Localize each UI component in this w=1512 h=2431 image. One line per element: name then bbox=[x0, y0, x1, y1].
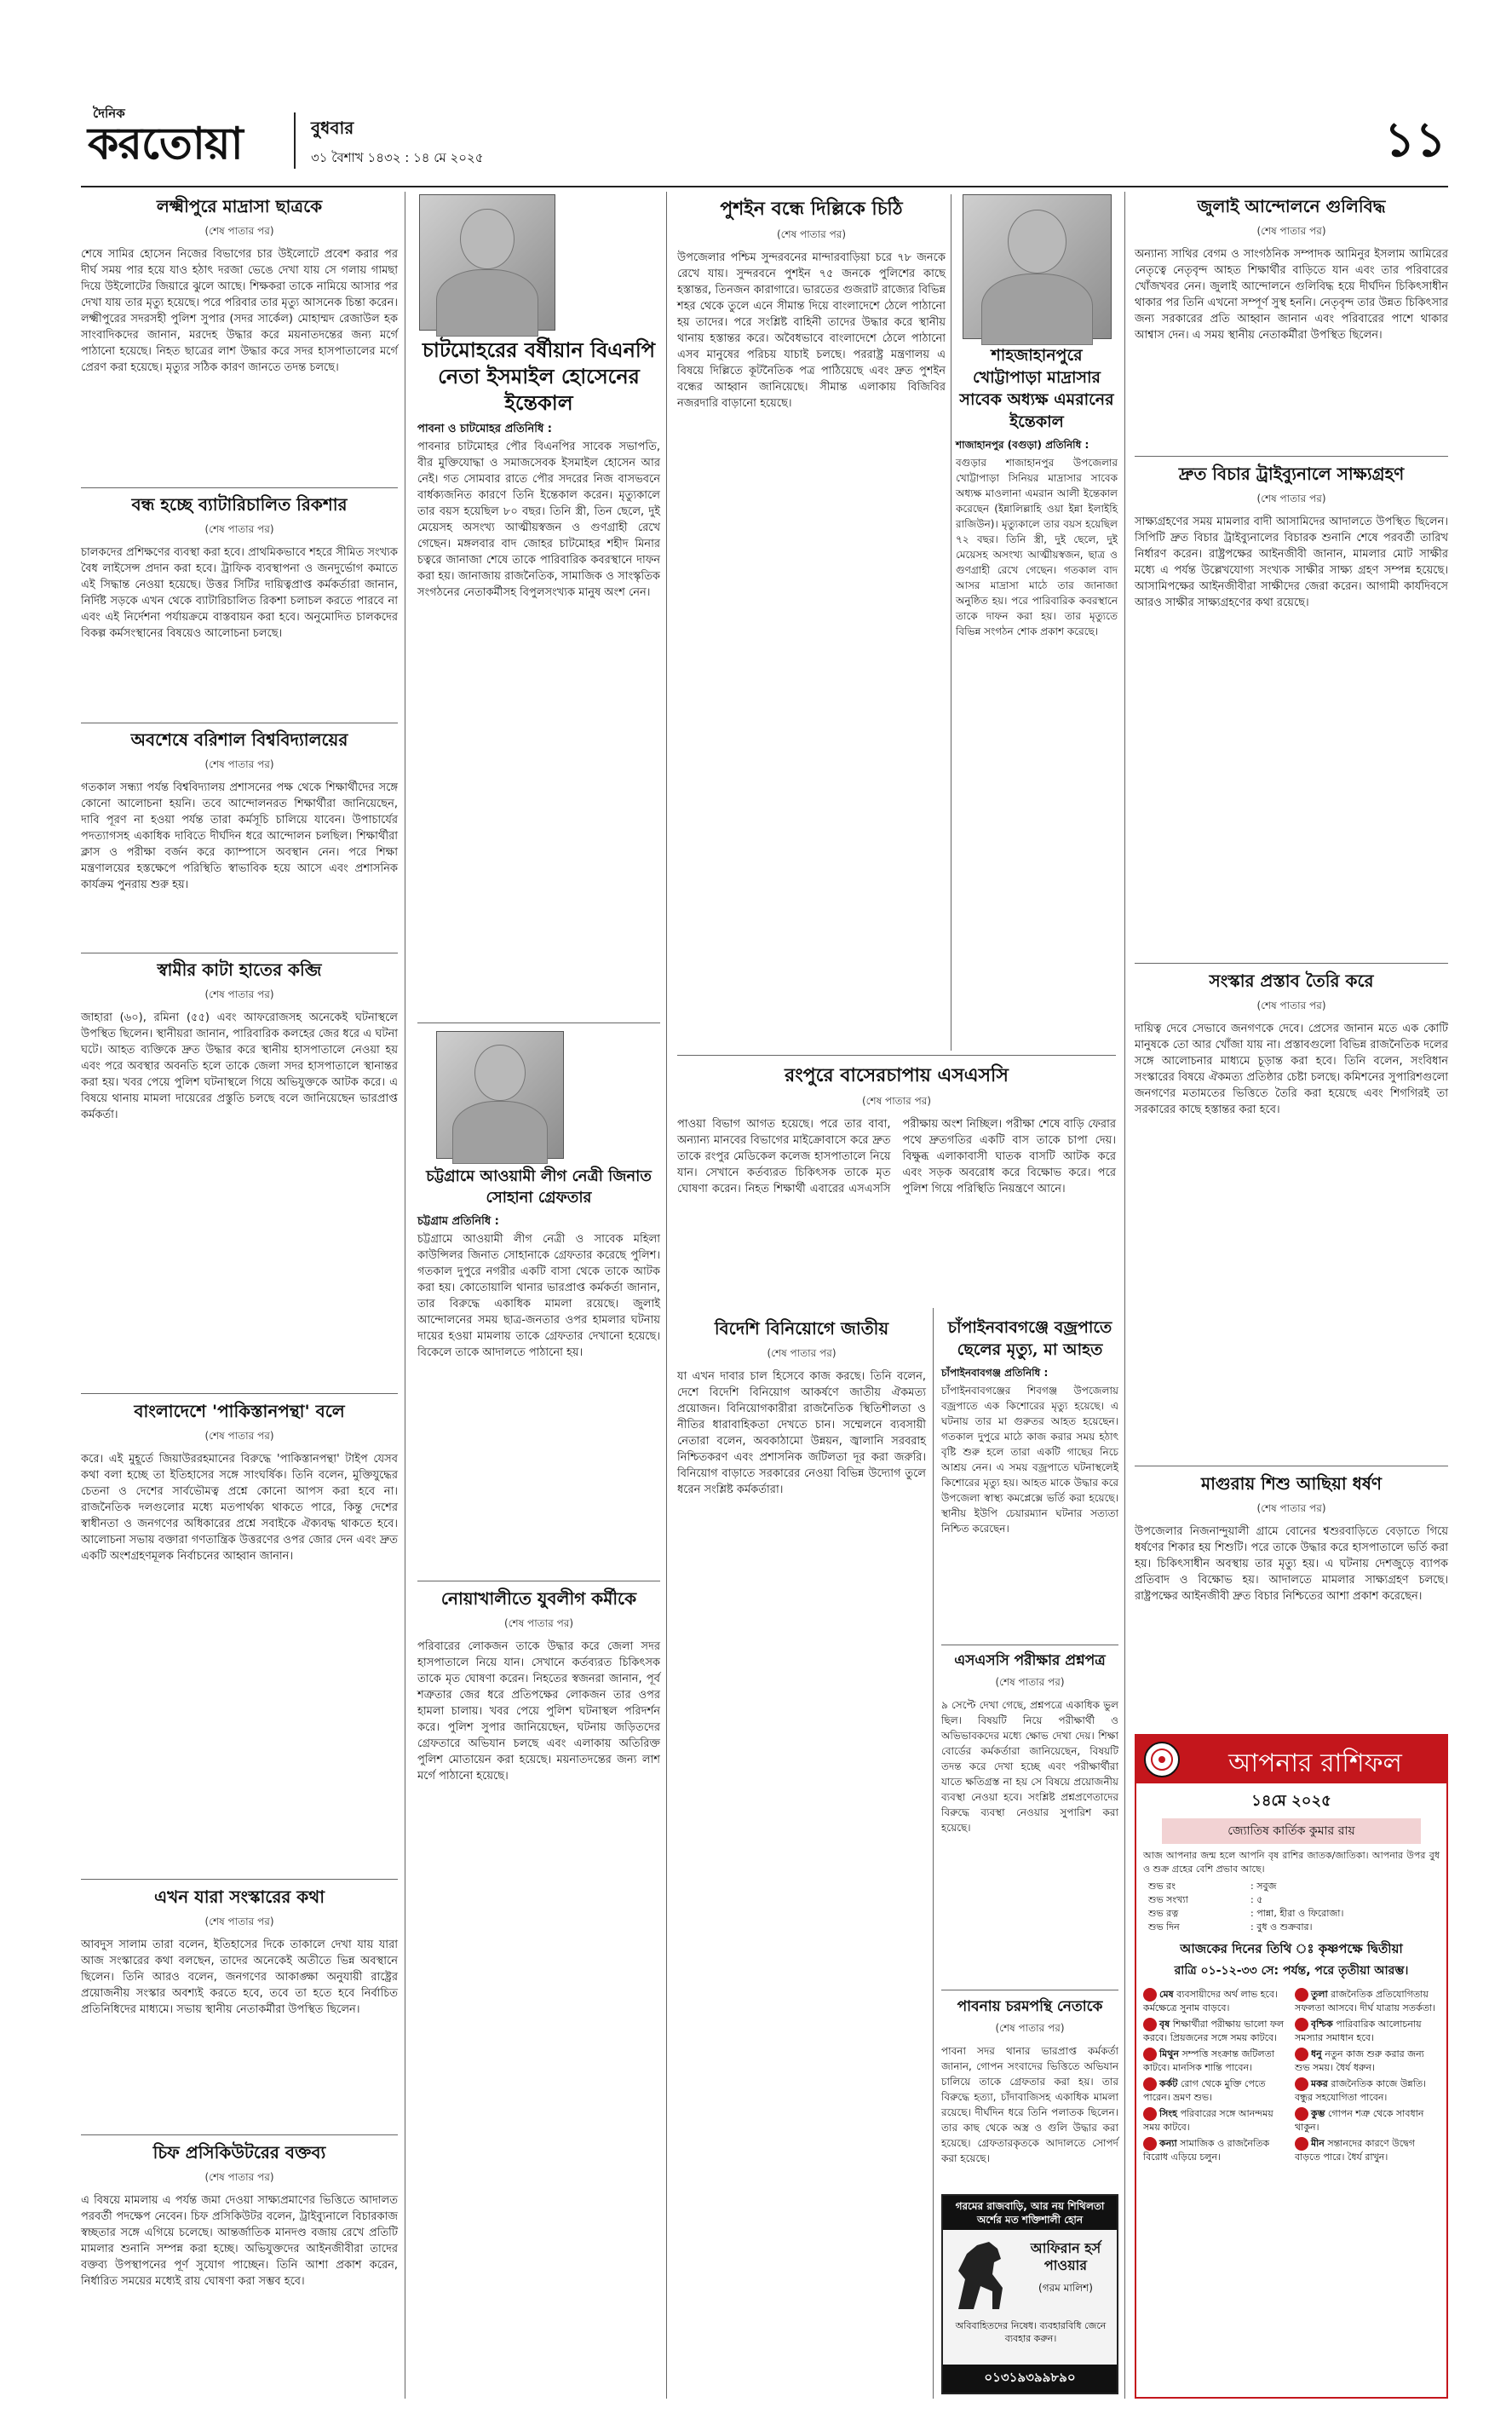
ad-description: অবিবাহিতদের নিষেধ। ব্যবহারবিধি জেনে ব্যবহার করুন। bbox=[955, 2320, 1107, 2344]
continued-label: (শেষ পাতার পর) bbox=[995, 2022, 1065, 2034]
paper-name-small: দৈনিক bbox=[93, 106, 125, 121]
continued-label: (শেষ পাতার পর) bbox=[1256, 225, 1326, 237]
photo-shoulder-shape bbox=[436, 269, 538, 337]
continued-label: (শেষ পাতার পর) bbox=[204, 988, 274, 1000]
article-divider bbox=[81, 2134, 398, 2135]
article-body: যা এখন দাবার চাল হিসেবে কাজ করছে। তিনি বলেন, দেশে বিদেশি বিনিয়োগ আকর্ষণে জাতীয় ঐকমত্য প্রয়োজন। বিনিয়োগকারীরা রাজনৈতিক স্থিতিশীলতা ও নীতির ধারাবাহিকতা দেখতে চান। সম্মেলনে ব্যবসায়ী নেতারা বলেন, অবকাঠামো উন্নয়ন, জ্বালানি সরবরাহ নিশ্চিতকরণ এবং প্রশাসনিক জটিলতা দূর করা জরুরি। বিনিয়োগ বাড়াতে সরকারের নেওয়া বিভিন্ন উদ্যোগ তুলে ধরেন সংশ্লিষ্ট কর্মকর্তারা। bbox=[677, 1370, 930, 1496]
continued-label: (শেষ পাতার পর) bbox=[204, 523, 274, 535]
article-body: করে। এই মুহূর্তে জিয়াউররহমানের বিরুদ্ধে 'পাকিস্তানপন্থা' টাইপ যেসব কথা বলা হচ্ছে তা ইতিহাসের সঙ্গে সাংঘর্ষিক। তিনি বলেন, মুক্তিযুদ্ধের চেতনা ও দেশের সার্বভৌমত্ব প্রশ্নে কোনো আপস করা হবে না। রাজনৈতিক দলগুলোর মধ্যে মতপার্থক্য থাকতে পারে, কিন্তু দেশের স্বাধীনতা ও জনগণের অধিকারের প্রশ্নে সবাইকে ঐক্যবদ্ধ থাকতে হবে। আলোচনা সভায় বক্তারা গণতান্ত্রিক উত্তরণের ওপর জোর দেন এবং দ্রুত একটি অংশগ্রহণমূলক নির্বাচনের আহ্বান জানান। bbox=[81, 1453, 402, 1563]
sign-entry bbox=[1295, 1988, 1440, 2014]
horoscope-header bbox=[1136, 1736, 1446, 1783]
lucky-value: ৫ bbox=[1256, 1894, 1263, 1905]
article-body: চট্টগ্রামে আওয়ামী লীগ নেত্রী ও সাবেক মহিলা কাউন্সিলর জিনাত সোহানাকে গ্রেফতার করেছে পুলিশ। গতকাল দুপুরে নগরীর একটি বাসা থেকে তাকে আটক করা হয়। কোতোয়ালি থানার ভারপ্রাপ্ত কর্মকর্তা জানান, তার বিরুদ্ধে একাধিক মামলা রয়েছে। জুলাই আন্দোলনের সময় ছাত্র-জনতার ওপর হামলার ঘটনায় দায়ের হওয়া মামলায় তাকে গ্রেফতার দেখানো হয়েছে। বিকেলে তাকে আদালতে পাঠানো হয়। bbox=[417, 1233, 664, 1359]
masthead-date: ৩১ বৈশাখ ১৪৩২ : ১৪ মে ২০২৫ bbox=[311, 150, 484, 165]
continued-label: (শেষ পাতার পর) bbox=[861, 1095, 932, 1107]
article-byline: শাজাহানপুর (বগুড়া) প্রতিনিধি : bbox=[956, 439, 1089, 451]
article-magura bbox=[1135, 1472, 1452, 1727]
article-tribunal bbox=[1135, 462, 1452, 969]
sign-name: ধনু bbox=[1311, 2048, 1322, 2059]
article-husband-hand bbox=[81, 958, 402, 1388]
continued-label: (শেষ পাতার পর) bbox=[1256, 999, 1326, 1011]
lucky-value: পান্না, হীরা ও ফিরোজা। bbox=[1256, 1908, 1344, 1919]
horoscope-tithi: আজকের দিনের তিথি ঃ কৃষ্ণপক্ষে দ্বিতীয়া bbox=[1180, 1941, 1403, 1956]
photo-jinat-sohana bbox=[436, 1031, 564, 1159]
sign-name: মকর bbox=[1311, 2078, 1328, 2089]
article-ismail bbox=[417, 337, 664, 1018]
article-body: আবদুস সালাম তারা বলেন, ইতিহাসের দিকে তাকালে দেখা যায় যারা আজ সংস্কারের কথা বলছেন, তাদের অনেকেই অতীতে ভিন্ন অবস্থানে ছিলেন। তিনি আরও বলেন, জনগণের আকাঙ্ক্ষা অনুযায়ী রাষ্ট্রের প্রয়োজনীয় সংস্কার অবশ্যই করতে হবে, তবে তা হতে হবে নির্বাচিত প্রতিনিধিদের মাধ্যমে। সভায় স্থানীয় নেতাকর্মীরা উপস্থিত ছিলেন। bbox=[81, 1938, 402, 2016]
article-headline: সংস্কার প্রস্তাব তৈরি করে bbox=[1209, 971, 1374, 991]
sign-entry bbox=[1143, 2137, 1288, 2163]
sign-icon bbox=[1143, 1988, 1157, 2002]
paper-name: করতোয়া bbox=[88, 118, 243, 170]
photo-head-shape bbox=[474, 1045, 525, 1102]
article-body: উপজেলার নিজনান্দুয়ালী গ্রামে বোনের শ্বশুরবাড়িতে বেড়াতে গিয়ে ধর্ষণের শিকার হয় শিশুটি। পরে তাকে উদ্ধার করে হাসপাতালে ভর্তি করা হয়। চিকিৎসাধীন অবস্থায় তার মৃত্যু হয়। এ ঘটনায় দেশজুড়ে ব্যাপক প্রতিবাদ ও বিক্ষোভ হয়। আদালতে মামলার সাক্ষ্যগ্রহণ চলছে। রাষ্ট্রপক্ষের আইনজীবী দ্রুত বিচার নিশ্চিতের আশা প্রকাশ করেছেন। bbox=[1135, 1525, 1452, 1603]
paper-logo bbox=[81, 101, 285, 179]
ad-horse-power bbox=[941, 2194, 1118, 2394]
article-chapai bbox=[941, 1316, 1122, 1640]
article-madrasa bbox=[81, 194, 402, 484]
zodiac-wheel-icon bbox=[1143, 1741, 1181, 1778]
ad-tagline: গরমের রাজবাড়ি, আর নয় শিথিলতা অর্শের মত শক্তিশালী হোন bbox=[943, 2196, 1117, 2230]
horoscope-lucky-list bbox=[1136, 1878, 1446, 1936]
sign-text: সন্তানদের কারণে উদ্বেগ বাড়তে পারে। ধৈর্য রাখুন। bbox=[1295, 2138, 1415, 2163]
horse-icon bbox=[950, 2237, 1013, 2313]
sign-text: রাজনৈতিক প্রতিযোগিতায় সফলতা আসবে। দীর্ঘ যাত্রায় সতর্কতা। bbox=[1295, 1989, 1436, 2013]
continued-label: (শেষ পাতার পর) bbox=[204, 2171, 274, 2183]
sign-icon bbox=[1295, 1988, 1308, 2002]
ad-phone: ০১৩১৯৩৯৯৮৯০ bbox=[943, 2365, 1117, 2393]
article-headline: পাবনায় চরমপন্থি নেতাকে bbox=[957, 1998, 1103, 2015]
ad-sub: (গরম মালিশ) bbox=[1038, 2282, 1093, 2294]
article-body: এ বিষয়ে মামলায় এ পর্যন্ত জমা দেওয়া সাক্ষ্যপ্রমাণের ভিত্তিতে আদালত পরবর্তী পদক্ষেপ নেবেন। চিফ প্রসিকিউটর বলেন, ট্রাইব্যুনালে বিচারকাজ স্বচ্ছতার সঙ্গে এগিয়ে চলেছে। আন্তর্জাতিক মানদণ্ড বজায় রেখে প্রতিটি মামলার শুনানি সম্পন্ন করা হচ্ছে। অভিযুক্তদের আইনজীবীরা তাদের বক্তব্য উপস্থাপনের পূর্ণ সুযোগ পাচ্ছেন। তিনি আশা প্রকাশ করেন, নির্ধারিত সময়ের মধ্যেই রায় ঘোষণা করা সম্ভব হবে। bbox=[81, 2194, 402, 2288]
article-headline: বাংলাদেশে 'পাকিস্তানপন্থা' বলে bbox=[134, 1401, 345, 1421]
sign-entry bbox=[1143, 2107, 1288, 2134]
article-headline: চট্টগ্রামে আওয়ামী লীগ নেত্রী জিনাত সোহানা গ্রেফতার bbox=[426, 1167, 652, 1207]
article-battery-rickshaw bbox=[81, 493, 402, 718]
article-body: পাওয়া বিভাগ আগত হয়েছে। পরে তার বাবা, অন্যান্য মানবের বিভাগের মাইক্রোবাসে করে দ্রুত তাকে রংপুর মেডিকেল কলেজ হাসপাতালে নিয়ে যান। সেখানে কর্তব্যরত চিকিৎসক তাকে মৃত ঘোষণা করেন। নিহত শিক্ষার্থী এবারের এসএসসি পরীক্ষায় অংশ নিচ্ছিল। পরীক্ষা শেষে বাড়ি ফেরার পথে দ্রুতগতির একটি বাস তাকে চাপা দেয়। বিক্ষুব্ধ এলাকাবাসী ঘাতক বাসটি আটক করে এবং সড়ক অবরোধ করে বিক্ষোভ করে। পরে পুলিশ গিয়ে পরিস্থিতি নিয়ন্ত্রণে আনে। bbox=[677, 1118, 1120, 1195]
masthead-weekday: বুধবার bbox=[311, 118, 354, 138]
article-headline: দ্রুত বিচার ট্রাইব্যুনালে সাক্ষ্যগ্রহণ bbox=[1178, 464, 1405, 484]
article-body: শেষে সামির হোসেন নিজের বিভাগের চার উইলোটে প্রবেশ করার পর দীর্ঘ সময় পার হয়ে যাও হঠাৎ দরজা ভেঙে দেখা যায় সে গলায় গামছা দিয়ে উইলোটের জিয়ারে ঝুলে আছে। শিক্ষকরা তাকে নামিয়ে আসার পর দেখা যায় তার মৃত্যু হয়েছে। পরে পরিবার তার মৃত্যু আসনেক চিন্তা করেন। লক্ষ্মীপুরের সদরসহী পুলিশ সুপার (সদর সার্কেল) মোহাম্মদ রেজাউল হক সাংবাদিকদের জানান, মরদেহ উদ্ধার করে ময়নাতদন্তের জন্য মর্গে পাঠানো হয়েছে। নিহত ছাত্রের লাশ উদ্ধার করে সদর হাসপাতালের মর্গে প্রেরণ করা হয়েছে। মৃত্যুর সঠিক কারণ জানতে তদন্ত চলছে। bbox=[81, 248, 402, 374]
sign-name: বৃষ bbox=[1159, 2019, 1170, 2030]
article-noakhali bbox=[417, 1587, 664, 2396]
lucky-value: সবুজ bbox=[1256, 1881, 1277, 1892]
sign-name: মেষ bbox=[1159, 1989, 1174, 2000]
article-headline: চাটমোহরের বর্ষীয়ান বিএনপি নেতা ইসমাইল হোসেনের ইন্তেকাল bbox=[422, 337, 656, 415]
lucky-label: শুভ দিন bbox=[1148, 1921, 1180, 1933]
article-headline: বন্ধ হচ্ছে ব্যাটারিচালিত রিকশার bbox=[131, 494, 348, 515]
sign-entry bbox=[1143, 2077, 1288, 2104]
sign-text: রোগ থেকে মুক্তি পেতে পারেন। ভ্রমণ শুভ। bbox=[1143, 2078, 1266, 2103]
article-byline: চাঁপাইনবাবগঞ্জ প্রতিনিধি : bbox=[941, 1367, 1049, 1379]
sign-name: কুম্ভ bbox=[1311, 2108, 1325, 2119]
article-body: জাহারা (৬০), রমিনা (৫৫) এবং আফরোজসহ অনেকেই ঘটনাস্থলে উপস্থিত ছিলেন। স্থানীয়রা জানান, পারিবারিক কলহের জের ধরে এ ঘটনা ঘটে। আহত ব্যক্তিকে দ্রুত উদ্ধার করে স্থানীয় হাসপাতালে নেওয়া হয় এবং পরে অবস্থার অবনতি হলে তাকে জেলা সদর হাসপাতালে স্থানান্তর করা হয়। খবর পেয়ে পুলিশ ঘটনাস্থলে গিয়ে অভিযুক্তকে আটক করে। এ বিষয়ে থানায় মামলা দায়েরের প্রস্তুতি চলছে বলে জানিয়েছেন ভারপ্রাপ্ত কর্মকর্তা। bbox=[81, 1011, 402, 1121]
masthead-rule bbox=[81, 186, 1448, 187]
sign-icon bbox=[1143, 2018, 1157, 2031]
continued-label: (শেষ পাতার পর) bbox=[204, 1430, 274, 1442]
sign-name: কন্যা bbox=[1159, 2138, 1177, 2149]
article-headline: চিফ প্রসিকিউটরের বক্তব্য bbox=[152, 2142, 326, 2163]
sign-entry bbox=[1295, 2048, 1440, 2074]
sign-icon bbox=[1143, 2137, 1157, 2151]
sign-text: সম্পত্তি সংক্রান্ত জটিলতা কাটবে। মানসিক শান্তি পাবেন। bbox=[1143, 2048, 1275, 2073]
lucky-label: শুভ সংখ্যা bbox=[1148, 1894, 1188, 1905]
photo-shoulder-shape bbox=[981, 274, 1093, 345]
column-rule bbox=[1124, 192, 1125, 2399]
photo-head-shape bbox=[460, 209, 514, 269]
article-pabna bbox=[941, 1996, 1122, 2187]
article-headline: অবশেষে বরিশাল বিশ্ববিদ্যালয়ের bbox=[130, 729, 348, 750]
article-body: পরিবারের লোকজন তাকে উদ্ধার করে জেলা সদর হাসপাতালে নিয়ে যান। সেখানে কর্তব্যরত চিকিৎসক তাকে মৃত ঘোষণা করেন। নিহতের স্বজনরা জানান, পূর্ব শত্রুতার জের ধরে প্রতিপক্ষের লোকজন তার ওপর হামলা চালায়। খবর পেয়ে পুলিশ ঘটনাস্থল পরিদর্শন করে। পুলিশ সুপার জানিয়েছেন, ঘটনায় জড়িতদের গ্রেফতারে অভিযান চলছে এবং এলাকায় অতিরিক্ত পুলিশ মোতায়েন করা হয়েছে। ময়নাতদন্তের জন্য লাশ মর্গে পাঠানো হয়েছে। bbox=[417, 1640, 664, 1783]
horoscope-astrologer: জ্যোতিষ কার্তিক কুমার রায় bbox=[1162, 1818, 1421, 1844]
sign-entry bbox=[1295, 2018, 1440, 2044]
page-number: ১১ bbox=[1384, 112, 1446, 168]
article-headline: বিদেশি বিনিয়োগে জাতীয় bbox=[714, 1318, 889, 1339]
continued-label: (শেষ পাতার পর) bbox=[767, 1347, 836, 1359]
article-headline: এখন যারা সংস্কারের কথা bbox=[153, 1887, 325, 1907]
sign-text: নতুন কাজ শুরু করার জন্য শুভ সময়। ধৈর্য ধরুন। bbox=[1295, 2048, 1424, 2073]
article-headline: লক্ষ্মীপুরে মাদ্রাসা ছাত্রকে bbox=[156, 196, 323, 216]
horoscope-title: আপনার রাশিফল bbox=[1228, 1748, 1402, 1778]
continued-label: (শেষ পাতার পর) bbox=[1256, 493, 1326, 504]
sign-name: বৃশ্চিক bbox=[1311, 2019, 1333, 2030]
sign-entry bbox=[1295, 2107, 1440, 2134]
article-body: চালকদের প্রশিক্ষণের ব্যবস্থা করা হবে। প্রাথমিকভাবে শহরে সীমিত সংখ্যক বৈধ লাইসেন্স প্রদান করা হবে। ট্রাফিক ব্যবস্থাপনা ও জনদুর্ভোগ কমাতে এই সিদ্ধান্ত নেওয়া হয়েছে। উত্তর সিটির দায়িত্বপ্রাপ্ত কর্মকর্তারা জানান, নির্দিষ্ট সড়কে এখন থেকে ব্যাটারিচালিত রিকশা চলাচল করতে পারবে না এবং এই নির্দেশনা পর্যায়ক্রমে বাস্তবায়ন করা হবে। অনুমোদিত চালকদের বিকল্প কর্মসংস্থানের বিষয়েও আলোচনা চলছে। bbox=[81, 546, 402, 640]
lucky-row: শুভ রত্ন : পান্না, হীরা ও ফিরোজা। bbox=[1148, 1908, 1344, 1919]
sign-name: সিংহ bbox=[1159, 2108, 1177, 2119]
article-pakistan bbox=[81, 1399, 402, 1872]
article-headline: স্বামীর কাটা হাতের কব্জি bbox=[157, 959, 322, 980]
masthead bbox=[81, 101, 1444, 181]
article-pushin bbox=[677, 194, 950, 1055]
sign-text: পারিবারিক আলোচনায় সমস্যার সমাধান হবে। bbox=[1295, 2019, 1422, 2043]
article-body: গতকাল সন্ধ্যা পর্যন্ত বিশ্ববিদ্যালয় প্রশাসনের পক্ষ থেকে শিক্ষার্থীদের সঙ্গে কোনো আলোচনা হয়নি। তবে আন্দোলনরত শিক্ষার্থীরা জানিয়েছেন, দাবি পূরণ না হওয়া পর্যন্ত তারা কর্মসূচি চালিয়ে যাবেন। উপাচার্যের পদত্যাগসহ একাধিক দাবিতে দীর্ঘদিন ধরে আন্দোলন চলছিল। শিক্ষার্থীরা ক্লাস ও পরীক্ষা বর্জন করে ক্যাম্পাসে অবস্থান নেন। পরে শিক্ষা মন্ত্রণালয়ের হস্তক্ষেপে পরিস্থিতি স্বাভাবিক হয়ে আসে এবং প্রশাসনিক কার্যক্রম পুনরায় শুরু হয়। bbox=[81, 781, 402, 891]
continued-label: (শেষ পাতার পর) bbox=[204, 225, 274, 237]
article-headline: জুলাই আন্দোলনে গুলিবিদ্ধ bbox=[1197, 196, 1386, 216]
article-byline: চট্টগ্রাম প্রতিনিধি : bbox=[417, 1215, 499, 1228]
horoscope-signs-grid bbox=[1136, 1985, 1446, 2167]
sign-text: গোপন শত্রু থেকে সাবধান থাকুন। bbox=[1295, 2108, 1424, 2133]
article-ssc-exam bbox=[941, 1650, 1122, 1986]
photo-head-shape bbox=[1008, 210, 1066, 274]
sign-text: শিক্ষার্থীরা পরীক্ষায় ভালো ফল করবে। প্রিয়জনের সঙ্গে সময় কাটবে। bbox=[1143, 2019, 1285, 2043]
sign-icon bbox=[1295, 2048, 1308, 2061]
sign-name: মীন bbox=[1311, 2138, 1325, 2149]
article-body: পাবনার চাটমোহর পৌর বিএনপির সাবেক সভাপতি, বীর মুক্তিযোদ্ধা ও সমাজসেবক ইসমাইল হোসেন আর নেই। গত সোমবার রাতে পৌর সদরের নিজ বাসভবনে বার্ধক্যজনিত কারণে তিনি ইন্তেকাল করেন। মৃত্যুকালে তার বয়স হয়েছিল ৮০ বছর। তিনি স্ত্রী, তিন ছেলে, দুই মেয়েসহ অসংখ্য আত্মীয়স্বজন ও গুণগ্রাহী রেখে গেছেন। মঙ্গলবার বাদ জোহর চাটমোহর শহীদ মিনার চত্বরে জানাজা শেষে তাকে পারিবারিক কবরস্থানে দাফন করা হয়। জানাজায় রাজনৈতিক, সামাজিক ও সাংস্কৃতিক সংগঠনের নেতাকর্মীসহ বিপুলসংখ্যক মানুষ অংশ নেন। bbox=[417, 441, 664, 599]
article-body: সাক্ষ্যগ্রহণের সময় মামলার বাদী আসামিদের আদালতে উপস্থিত ছিলেন। সিপিটি দ্রুত বিচার ট্রাইব্যুনালের বিচারক শুনানি শেষে পরবর্তী তারিখ নির্ধারণ করেন। রাষ্ট্রপক্ষের আইনজীবী জানান, মামলার মোট সাক্ষীর মধ্যে এ পর্যন্ত উল্লেখযোগ্য সংখ্যক সাক্ষীর সাক্ষ্য গ্রহণ সম্পন্ন হয়েছে। আসামিপক্ষের আইনজীবীরা সাক্ষীদের জেরা করেন। আগামী কার্যদিবসে আরও সাক্ষীর সাক্ষ্যগ্রহণের কথা রয়েছে। bbox=[1135, 516, 1452, 609]
continued-label: (শেষ পাতার পর) bbox=[503, 1617, 574, 1629]
article-foreign-investment bbox=[677, 1316, 930, 2399]
article-jinat bbox=[417, 1166, 664, 1575]
article-byline: পাবনা ও চাটমোহর প্রতিনিধি : bbox=[417, 423, 552, 435]
article-divider bbox=[1135, 456, 1448, 457]
article-divider bbox=[81, 1393, 398, 1394]
sign-entry bbox=[1295, 2077, 1440, 2104]
article-body: পাবনা সদর থানার ভারপ্রাপ্ত কর্মকর্তা জানান, গোপন সংবাদের ভিত্তিতে অভিযান চালিয়ে তাকে গ্রেফতার করা হয়। তার বিরুদ্ধে হত্যা, চাঁদাবাজিসহ একাধিক মামলা রয়েছে। দীর্ঘদিন ধরে তিনি পলাতক ছিলেন। তার কাছ থেকে অস্ত্র ও গুলি উদ্ধার করা হয়েছে। গ্রেফতারকৃতকে আদালতে সোপর্দ করা হয়েছে। bbox=[941, 2045, 1122, 2164]
article-divider bbox=[81, 1879, 398, 1880]
continued-label: (শেষ পাতার পর) bbox=[995, 1676, 1065, 1688]
sign-name: তুলা bbox=[1311, 1989, 1328, 2000]
sign-icon bbox=[1143, 2077, 1157, 2091]
lucky-row: শুভ সংখ্যা : ৫ bbox=[1148, 1894, 1263, 1905]
sign-entry bbox=[1143, 1988, 1288, 2014]
sign-icon bbox=[1143, 2107, 1157, 2121]
article-body: অন্যান্য সাথির বেগম ও সাংগঠনিক সম্পাদক আমিনুর ইসলাম আমিরের নেতৃত্বে নেতৃবৃন্দ আহত শিক্ষার্থীর বাড়িতে যান এবং তার পরিবারের খোঁজখবর নেন। জুলাই আন্দোলনে গুলিবিদ্ধ হয়ে দীর্ঘদিন চিকিৎসাধীন থাকার পর তিনি এখনো সম্পূর্ণ সুস্থ হননি। নেতৃবৃন্দ তার উন্নত চিকিৎসার জন্য সরকারের প্রতি আহ্বান জানান এবং পরিবারের পাশে থাকার আশ্বাস দেন। এ সময় স্থানীয় নেতাকর্মীরা উপস্থিত ছিলেন। bbox=[1135, 248, 1452, 342]
article-body: দায়িত্ব দেবে সেভাবে জনগণকে দেবে। প্রেসের জানান মতে এক কোটি মানুষকে তো আর খোঁজা যায় না। প্রস্তাবগুলো বিভিন্ন রাজনৈতিক দলের সঙ্গে আলোচনার মাধ্যমে চূড়ান্ত করা হবে। তিনি বলেন, সংবিধান সংস্কারের বিষয়ে ঐকমত্য প্রতিষ্ঠার চেষ্টা চলছে। কমিশনের সুপারিশগুলো জনগণের মতামতের ভিত্তিতে তৈরি করা হয়েছে এবং শিগগিরই তা সরকারের কাছে হস্তান্তর করা হবে। bbox=[1135, 1023, 1452, 1116]
sign-entry bbox=[1295, 2137, 1440, 2163]
lucky-label: শুভ রত্ন bbox=[1148, 1908, 1179, 1919]
article-chief-prosecutor bbox=[81, 2140, 402, 2396]
sign-text: ব্যবসায়ীদের অর্থ লাভ হবে। কর্মক্ষেত্রে সুনাম বাড়বে। bbox=[1143, 1989, 1278, 2013]
horoscope-box bbox=[1135, 1734, 1448, 2399]
horoscope-tithi-time: রাত্রি ০১-১২-৩৩ সে: পর্যন্ত, পরে তৃতীয়া আরম্ভ। bbox=[1174, 1964, 1409, 1978]
lucky-row: শুভ দিন : বুধ ও শুক্রবার। bbox=[1148, 1921, 1313, 1933]
article-headline: নোয়াখালীতে যুবলীগ কর্মীকে bbox=[440, 1588, 637, 1609]
photo-shoulder-shape bbox=[452, 1101, 548, 1164]
sign-icon bbox=[1295, 2137, 1308, 2151]
article-headline: শাহজাহানপুরে খোট্টাপাড়া মাদ্রাসার সাবেক অধ্যক্ষ এমরানের ইন্তেকাল bbox=[959, 346, 1114, 431]
sign-entry bbox=[1143, 2048, 1288, 2074]
sign-icon bbox=[1295, 2018, 1308, 2031]
article-shahjahanpur bbox=[956, 344, 1121, 1047]
masthead-divider bbox=[294, 112, 296, 169]
photo-emran bbox=[963, 194, 1112, 339]
article-body: চাঁপাইনবাবগঞ্জের শিবগঞ্জ উপজেলায় বজ্রপাতে এক কিশোরের মৃত্যু হয়েছে। এ ঘটনায় তার মা গুরুতর আহত হয়েছেন। গতকাল দুপুরে মাঠে কাজ করার সময় হঠাৎ বৃষ্টি শুরু হলে তারা একটি গাছের নিচে আশ্রয় নেন। এ সময় বজ্রপাতে ঘটনাস্থলেই কিশোরের মৃত্যু হয়। আহত মাকে উদ্ধার করে উপজেলা স্বাস্থ্য কমপ্লেক্সে ভর্তি করা হয়েছে। স্থানীয় ইউপি চেয়ারম্যান ঘটনার সত্যতা নিশ্চিত করেছেন। bbox=[941, 1385, 1122, 1535]
lucky-row: শুভ রং : সবুজ bbox=[1148, 1881, 1277, 1892]
photo-ismail-hossen bbox=[419, 194, 555, 331]
article-divider bbox=[81, 487, 398, 488]
article-barishal-university bbox=[81, 728, 402, 975]
horoscope-intro: আজ আপনার জন্ম হলে আপনি বৃষ রাশির জাতক/জাতিকা। আপনার উপর বুধ ও শুক্র গ্রহের বেশি প্রভাব আছে। bbox=[1143, 1850, 1443, 1875]
lucky-label: শুভ রং bbox=[1148, 1881, 1176, 1892]
ad-horse-image bbox=[950, 2237, 1013, 2313]
article-headline: এসএসসি পরীক্ষার প্রশ্নপত্র bbox=[954, 1652, 1106, 1669]
article-body: বগুড়ার শাজাহানপুর উপজেলার খোট্টাপাড়া সিনিয়র মাদ্রাসার সাবেক অধ্যক্ষ মাওলানা এমরান আলী ইন্তেকাল করেছেন (ইন্নালিল্লাহি ওয়া ইন্না ইলাইহি রাজিউন)। মৃত্যুকালে তার বয়স হয়েছিল ৭২ বছর। তিনি স্ত্রী, দুই ছেলে, দুই মেয়েসহ অসংখ্য আত্মীয়স্বজন, ছাত্র ও গুণগ্রাহী রেখে গেছেন। গতকাল বাদ আসর মাদ্রাসা মাঠে তার জানাজা অনুষ্ঠিত হয়। পরে পারিবারিক কবরস্থানে তাকে দাফন করা হয়। তার মৃত্যুতে বিভিন্ন সংগঠন শোক প্রকাশ করেছে। bbox=[956, 457, 1121, 637]
article-reform bbox=[81, 1885, 402, 2128]
article-divider bbox=[677, 1055, 1116, 1056]
sign-name: মিথুন bbox=[1159, 2048, 1179, 2059]
article-body: উপজেলার পশ্চিম সুন্দরবনের মান্দারবাড়িয়া চরে ৭৮ জনকে রেখে যায়। সুন্দরবনে পুশইন ৭৫ জনকে পুলিশের কাছে হস্তান্তর, তিনজন কারাগারে। ভারতের গুজরাট রাজ্যের বিভিন্ন শহর থেকে তুলে এনে সীমান্ত দিয়ে বাংলাদেশে ঠেলে পাঠানো হয় তাদের। পরে সংশ্লিষ্ট বাহিনী তাদের উদ্ধার করে স্থানীয় থানায় হস্তান্তর করে। অবৈধভাবে বাংলাদেশে ঠেলে পাঠানো এসব মানুষের পরিচয় যাচাই চলছে। পররাষ্ট্র মন্ত্রণালয় এ বিষয়ে দিল্লিতে কূটনৈতিক পত্র পাঠিয়েছে এবং দ্রুত পুশইন বন্ধের আহ্বান জানিয়েছে। সীমান্ত এলাকায় বিজিবির নজরদারি বাড়ানো হয়েছে। bbox=[677, 251, 950, 410]
article-headline: চাঁপাইনবাবগঞ্জে বজ্রপাতে ছেলের মৃত্যু, মা আহত bbox=[947, 1318, 1112, 1359]
column-rule bbox=[933, 1308, 934, 2399]
continued-label: (শেষ পাতার পর) bbox=[204, 1915, 274, 1927]
ad-brand: আফিরান হর্স পাওয়ার bbox=[1030, 2240, 1101, 2273]
horoscope-date: ১৪মে ২০২৫ bbox=[1251, 1792, 1331, 1810]
continued-label: (শেষ পাতার পর) bbox=[776, 228, 847, 240]
sign-text: রাজনৈতিক কাজে উন্নতি। বন্ধুর সহযোগিতা পাবেন। bbox=[1295, 2078, 1427, 2103]
article-headline: রংপুরে বাসেরচাপায় এসএসসি bbox=[785, 1064, 1009, 1086]
continued-label: (শেষ পাতার পর) bbox=[204, 758, 274, 770]
sign-icon bbox=[1295, 2107, 1308, 2121]
sign-text: সামাজিক ও রাজনৈতিক বিরোধ এড়িয়ে চলুন। bbox=[1143, 2138, 1270, 2163]
article-headline: মাগুরায় শিশু আছিয়া ধর্ষণ bbox=[1201, 1473, 1382, 1494]
sign-entry bbox=[1143, 2018, 1288, 2044]
article-reform-proposal bbox=[1135, 969, 1452, 1472]
article-headline: পুশইন বন্ধে দিল্লিকে চিঠি bbox=[720, 198, 903, 220]
article-body: ৯ সেপ্টে দেখা গেছে, প্রশ্নপত্রে একাধিক ভুল ছিল। বিষয়টি নিয়ে পরীক্ষার্থী ও অভিভাবকদের মধ্যে ক্ষোভ দেখা দেয়। শিক্ষা বোর্ডের কর্মকর্তারা জানিয়েছেন, বিষয়টি তদন্ত করে দেখা হচ্ছে এবং পরীক্ষার্থীরা যাতে ক্ষতিগ্রস্ত না হয় সে বিষয়ে প্রয়োজনীয় ব্যবস্থা নেওয়া হবে। সংশ্লিষ্ট প্রশ্নপ্রণেতাদের বিরুদ্ধে ব্যবস্থা নেওয়ার সুপারিশ করা হয়েছে। bbox=[941, 1699, 1122, 1834]
lucky-value: বুধ ও শুক্রবার। bbox=[1256, 1921, 1313, 1933]
article-divider bbox=[1135, 963, 1448, 964]
continued-label: (শেষ পাতার পর) bbox=[1256, 1502, 1326, 1514]
article-rangpur bbox=[677, 1061, 1120, 1308]
column-rule bbox=[666, 192, 667, 2399]
sign-icon bbox=[1143, 2048, 1157, 2061]
sign-icon bbox=[1295, 2077, 1308, 2091]
sign-name: কর্কট bbox=[1159, 2078, 1178, 2089]
sign-text: পরিবারের সঙ্গে আনন্দময় সময় কাটবে। bbox=[1143, 2108, 1273, 2133]
